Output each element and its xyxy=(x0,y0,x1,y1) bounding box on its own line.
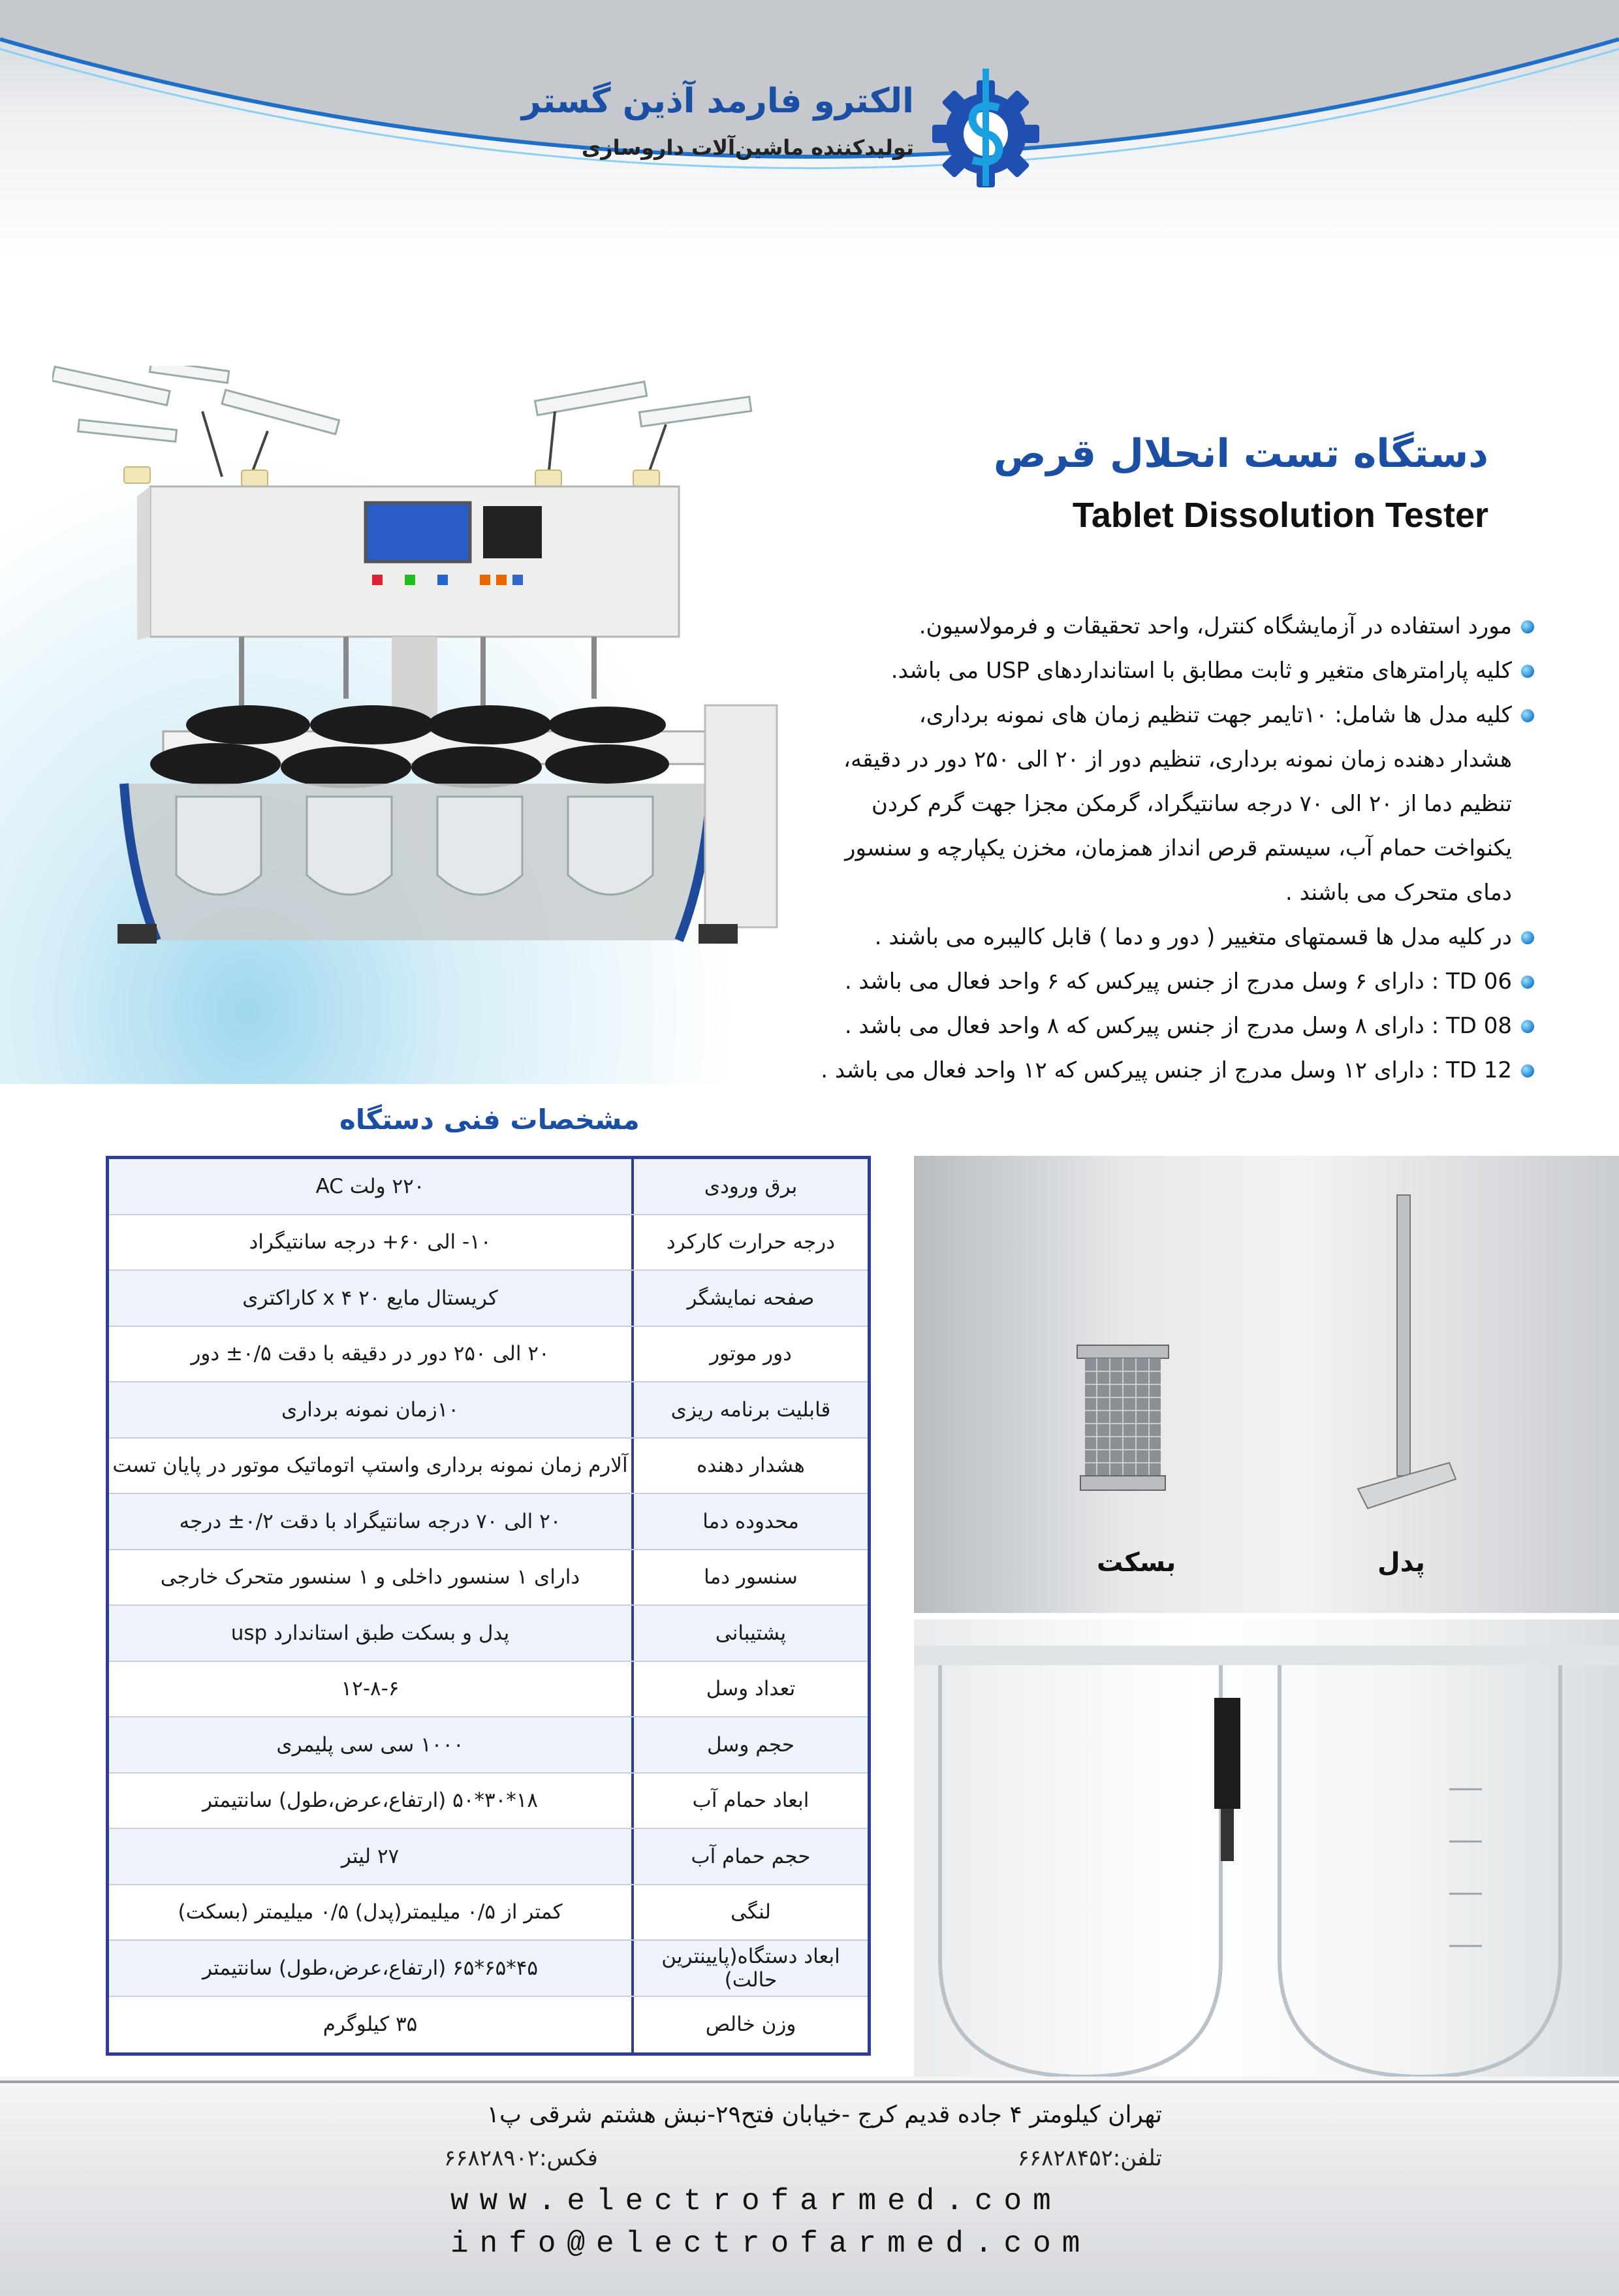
glass-vessels-image xyxy=(914,1619,1619,2090)
spec-row xyxy=(109,1215,868,1271)
company-name: الکترو فارمد آذین گستر xyxy=(521,82,914,121)
spec-row xyxy=(109,1885,868,1941)
bullet-icon xyxy=(1521,1020,1534,1033)
basket-icon xyxy=(1077,1345,1169,1490)
spec-value: ۲۰ الی ۲۵۰ دور در دقیقه با دقت ۰/۵± دور xyxy=(191,1342,550,1366)
spec-label: ابعاد حمام آب xyxy=(631,1774,868,1828)
spec-row xyxy=(109,1662,868,1718)
feature-item: کلیه مدل ها شامل: ۱۰تایمر جهت تنظیم زمان های نمونه برداری، xyxy=(816,693,1534,737)
spec-label: قابلیت برنامه ریزی xyxy=(631,1382,868,1437)
spec-label: محدوده دما xyxy=(631,1494,868,1549)
fax-number: فکس:۶۶۸۲۸۹۰۲ xyxy=(444,2145,598,2171)
spec-value: ۱۸*۳۰*۵۰ (ارتفاع،عرض،طول) سانتیمتر xyxy=(202,1789,539,1813)
spec-label: صفحه نمایشگر xyxy=(631,1271,868,1326)
spec-value: ۱۰۰۰ سی سی پلیمری xyxy=(276,1732,464,1757)
spec-row xyxy=(109,1439,868,1495)
bullet-icon xyxy=(1521,620,1534,633)
specs-title: مشخصات فنی دستگاه xyxy=(339,1104,640,1136)
spec-row xyxy=(109,1271,868,1327)
spec-label: برق ورودی xyxy=(631,1159,868,1214)
spec-row xyxy=(109,1606,868,1662)
spec-label: سنسور دما xyxy=(631,1550,868,1605)
spec-value: ۴۵*۶۵*۶۵ (ارتفاع،عرض،طول) سانتیمتر xyxy=(202,1956,539,1980)
spec-value: ۲۷ لیتر xyxy=(341,1844,400,1868)
spec-row xyxy=(109,1717,868,1774)
spec-row xyxy=(109,1829,868,1885)
spec-value: ۳۵ کیلوگرم xyxy=(322,2013,418,2037)
spec-value: کریستال مایع ۲۰ x ۴ کاراکتری xyxy=(242,1286,498,1310)
footer-divider xyxy=(0,2081,1619,2083)
spec-value: دارای ۱ سنسور داخلی و ۱ سنسور متحرک خارجی xyxy=(160,1565,580,1589)
paddle-label: پدل xyxy=(1377,1548,1425,1578)
spec-row xyxy=(109,1997,868,2053)
feature-list xyxy=(816,604,1534,1092)
basket-and-paddle-image xyxy=(914,1156,1619,1613)
spec-value: ۲۲۰ ولت AC xyxy=(315,1174,425,1198)
spec-value: ۱۰زمان نمونه برداری xyxy=(281,1397,460,1422)
spec-label: تعداد وسل xyxy=(631,1662,868,1717)
spec-label: حجم حمام آب xyxy=(631,1829,868,1884)
feature-item: مورد استفاده در آزمایشگاه کنترل، واحد تحقیقات و فرمولاسیون. xyxy=(816,604,1534,648)
gear-pharmacy-logo-icon xyxy=(927,62,1045,193)
feature-item-continuation: دمای متحرک می باشند . xyxy=(1285,880,1512,906)
feature-item-continuation: تنظیم دما از ۲۰ الی ۷۰ درجه سانتیگراد، گرمکن مجزا جهت گرم کردن xyxy=(871,791,1512,817)
spec-label: پشتیبانی xyxy=(631,1606,868,1661)
spec-label: وزن خالص xyxy=(631,1997,868,2053)
spec-row xyxy=(109,1550,868,1606)
feature-item-model-td06: TD 06 : دارای ۶ وسل مدرج از جنس پیرکس که ۶ واحد فعال می باشد . xyxy=(816,959,1534,1004)
spec-row xyxy=(109,1382,868,1439)
specs-table xyxy=(106,1156,871,2056)
bullet-icon xyxy=(1521,976,1534,989)
spec-label: حجم وسل xyxy=(631,1717,868,1772)
spec-row xyxy=(109,1327,868,1383)
dissolution-tester-machine-image xyxy=(52,366,796,953)
bullet-icon xyxy=(1521,665,1534,678)
product-title-fa: دستگاه تست انحلال قرص xyxy=(993,431,1488,477)
brand-block xyxy=(522,82,914,160)
spec-label: هشدار دهنده xyxy=(631,1439,868,1493)
spec-label: ابعاد دستگاه(پایینترین حالت) xyxy=(631,1941,868,1996)
feature-item-continuation: یکنواخت حمام آب، سیستم قرص انداز همزمان، مخزن یکپارچه و سنسور xyxy=(845,835,1512,861)
spec-value: کمتر از ۰/۵ میلیمتر(پدل) ۰/۵ میلیمتر (بسکت) xyxy=(178,1900,563,1924)
contact-numbers xyxy=(444,2145,1162,2171)
spec-row xyxy=(109,1494,868,1550)
spec-label: درجه حرارت کارکرد xyxy=(631,1215,868,1270)
spec-value: آلارم زمان نمونه برداری واستپ اتوماتیک موتور در پایان تست xyxy=(112,1454,628,1478)
feature-item-model-td12: TD 12 : دارای ۱۲ وسل مدرج از جنس پیرکس که ۱۲ واحد فعال می باشد . xyxy=(816,1048,1534,1092)
spec-value: پدل و بسکت طبق استاندارد usp xyxy=(230,1621,510,1645)
phone-number: تلفن:۶۶۸۲۸۴۵۲ xyxy=(1017,2145,1162,2171)
feature-item: در کلیه مدل ها قسمتهای متغییر ( دور و دما ) قابل کالیبره می باشند . xyxy=(816,915,1534,959)
website-link[interactable]: www.electrofarmed.com xyxy=(450,2184,1062,2218)
spec-value: ۲۰ الی ۷۰ درجه سانتیگراد با دقت ۰/۲± درجه xyxy=(179,1509,561,1533)
bullet-icon xyxy=(1521,1064,1534,1077)
spec-row xyxy=(109,1774,868,1830)
spec-value: ۱۰- الی ۶۰+ درجه سانتیگراد xyxy=(249,1230,492,1254)
company-address: تهران کیلومتر ۴ جاده قدیم کرج -خیابان فتح۲۹-نبش هشتم شرقی پ۱ xyxy=(486,2101,1162,2128)
spec-label: لنگی xyxy=(631,1885,868,1940)
spec-value: ۱۲-۸-۶ xyxy=(341,1677,400,1701)
basket-label: بسکت xyxy=(1097,1548,1176,1578)
spec-row xyxy=(109,1941,868,1997)
spec-label: دور موتور xyxy=(631,1327,868,1382)
spec-row xyxy=(109,1159,868,1215)
feature-item: کلیه پارامترهای متغیر و ثابت مطابق با استانداردهای USP می باشد. xyxy=(816,648,1534,693)
product-title-en: Tablet Dissolution Tester xyxy=(1072,496,1488,535)
feature-item-model-td08: TD 08 : دارای ۸ وسل مدرج از جنس پیرکس که ۸ واحد فعال می باشد . xyxy=(816,1004,1534,1048)
bullet-icon xyxy=(1521,931,1534,944)
company-tagline: تولیدکننده ماشین‌آلات داروسازی xyxy=(581,135,914,160)
bullet-icon xyxy=(1521,709,1534,722)
feature-item-continuation: هشدار دهنده زمان نمونه برداری، تنظیم دور از ۲۰ الی ۲۵۰ دور در دقیقه، xyxy=(843,746,1512,773)
paddle-icon xyxy=(1358,1195,1456,1508)
email-link[interactable]: info@electrofarmed.com xyxy=(450,2227,1092,2261)
